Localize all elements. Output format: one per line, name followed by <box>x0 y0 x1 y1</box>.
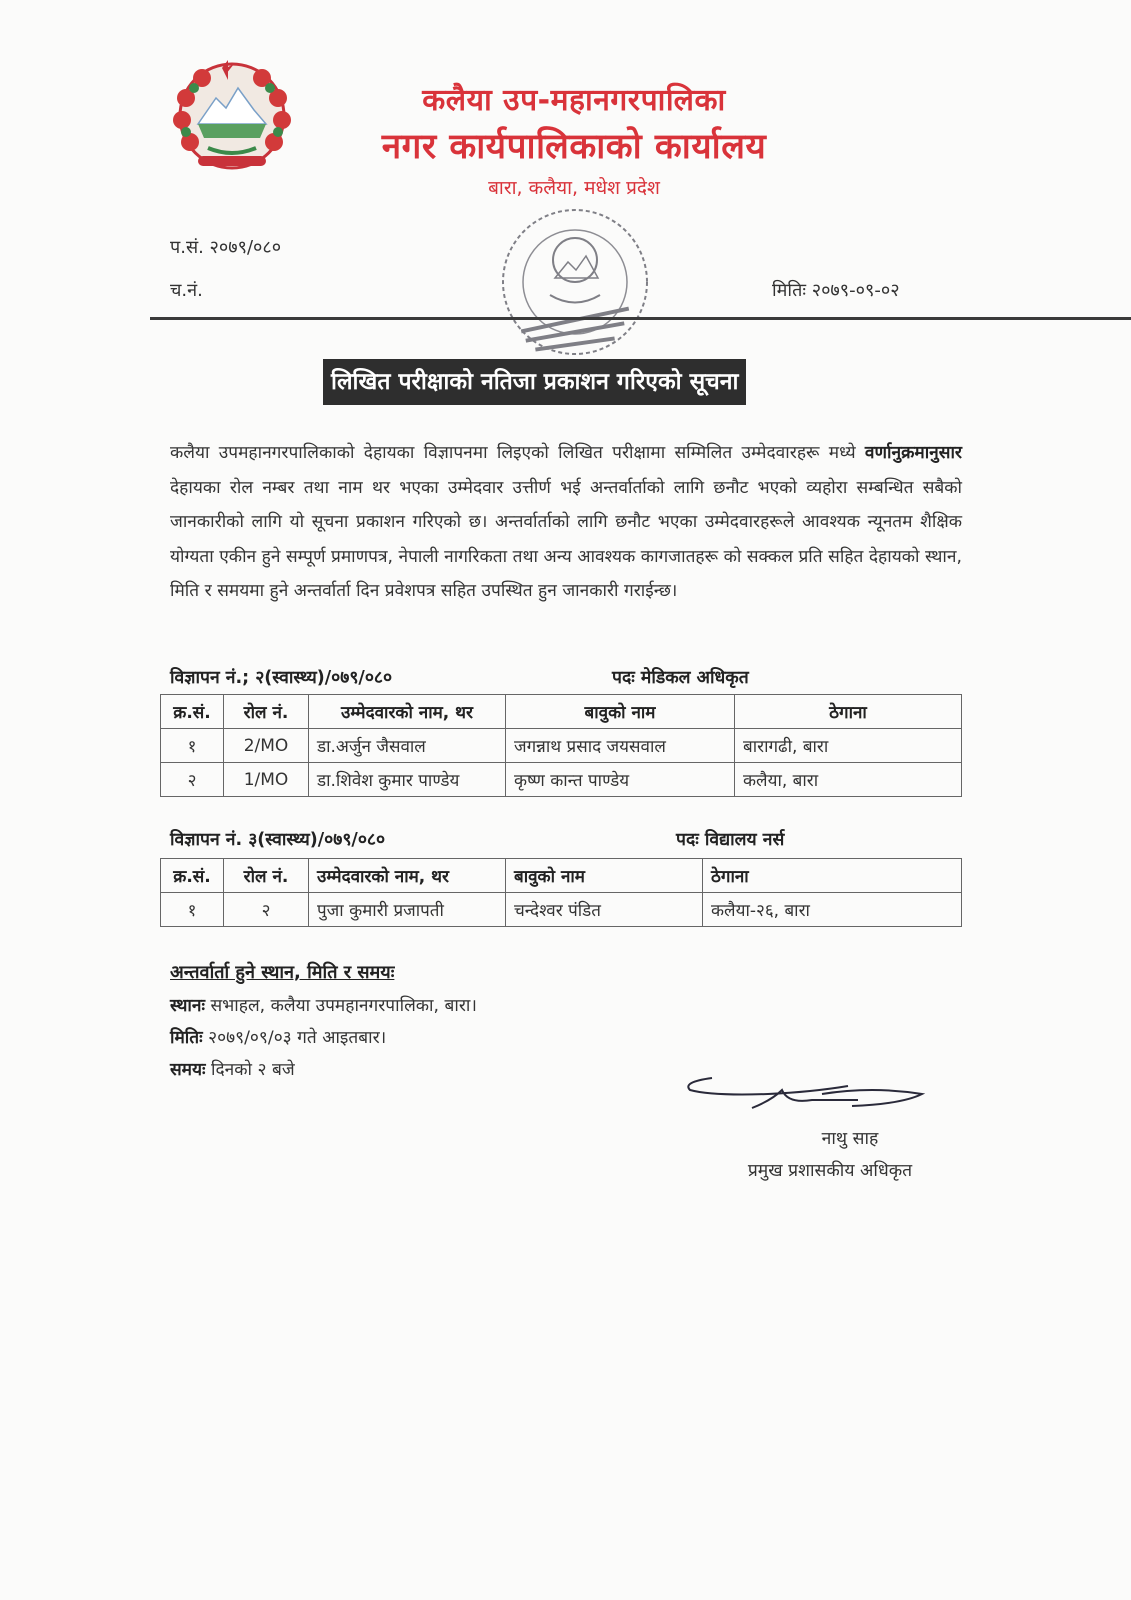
vacancy-1-ad-number: विज्ञापन नं.; २(स्वास्थ्य)/०७९/०८० <box>170 668 393 688</box>
table-cell: २ <box>161 763 224 797</box>
letter-date: मितिः २०७९-०९-०२ <box>772 280 900 301</box>
vacancy-2-post: पदः विद्यालय नर्स <box>676 830 785 850</box>
table-cell: कलैया, बारा <box>735 763 962 797</box>
vacancy-2-ad-number: विज्ञापन नं. ३(स्वास्थ्य)/०७९/०८० <box>170 830 386 850</box>
notice-body-part2: देहायका रोल नम्बर तथा नाम थर भएका उम्मेदवार उत्तीर्ण भई अन्तर्वार्ताको लागि छनौट भएको व्यहोरा सम्बन्धित सबैको जानकारीको लागि यो सूचना प्रकाशन गरिएको छ। अन्तर्वार्ताको लागि छनौट भएका उम्मेदवारहरूले आवश्यक न्यूनतम शैक्षिक योग्यता एकीन हुने सम्पूर्ण प्रमाणपत्र, नेपाली नागरिकता तथा अन्य आवश्यक कागजातहरू को सक्कल प्रति सहित देहायको स्थान, मिति र समयमा हुने अन्तर्वार्ता दिन प्रवेशपत्र सहित उपस्थित हुन जानकारी गराईन्छ। <box>170 477 962 602</box>
column-header: रोल नं. <box>224 695 309 729</box>
interview-time <box>170 1058 295 1081</box>
handwritten-signature <box>672 1064 932 1120</box>
signatory-title: प्रमुख प्रशासकीय अधिकृत <box>747 1161 913 1181</box>
venue-value: सभाहल, कलैया उपमहानगरपालिका, बारा। <box>204 996 477 1016</box>
column-header: क्र.सं. <box>161 859 224 893</box>
interview-venue <box>170 994 477 1017</box>
header-divider <box>150 317 1131 320</box>
notice-title: लिखित परीक्षाको नतिजा प्रकाशन गरिएको सूचना <box>323 359 746 405</box>
column-header: बावुको नाम <box>506 695 735 729</box>
table-cell: डा.अर्जुन जैसवाल <box>309 729 506 763</box>
venue-label: स्थानः <box>170 996 205 1016</box>
table-header-row <box>161 859 962 893</box>
column-header: क्र.सं. <box>161 695 224 729</box>
table-cell: जगन्नाथ प्रसाद जयसवाल <box>506 729 735 763</box>
table-cell: चन्देश्वर पंडित <box>506 893 703 927</box>
table-cell: कृष्ण कान्त पाण्डेय <box>506 763 735 797</box>
column-header: रोल नं. <box>224 859 309 893</box>
table-cell: कलैया-२६, बारा <box>703 893 962 927</box>
table-cell: पुजा कुमारी प्रजापती <box>309 893 506 927</box>
table-header-row <box>161 695 962 729</box>
table-cell: 1/MO <box>224 763 309 797</box>
table-cell: बारागढी, बारा <box>735 729 962 763</box>
vacancy-2-result-table <box>160 858 962 927</box>
date-label: मितिः <box>170 1028 203 1048</box>
table-row <box>161 893 962 927</box>
date-value: २०७९/०९/०३ गते आइतबार। <box>202 1028 387 1048</box>
vacancy-1-post: पदः मेडिकल अधिकृत <box>612 668 749 688</box>
table-cell: २ <box>224 893 309 927</box>
time-label: समयः <box>170 1060 206 1080</box>
office-address: बारा, कलैया, मधेश प्रदेश <box>488 177 660 199</box>
table-cell: १ <box>161 729 224 763</box>
column-header: ठेगाना <box>703 859 962 893</box>
column-header: बावुको नाम <box>506 859 703 893</box>
office-name-line1: कलैया उप-महानगरपालिका <box>422 83 726 118</box>
notice-body <box>170 436 962 609</box>
time-value: दिनको २ बजे <box>205 1060 295 1080</box>
table-cell: 2/MO <box>224 729 309 763</box>
table-row <box>161 763 962 797</box>
vacancy-1-result-table <box>160 694 962 797</box>
dispatch-number: च.नं. <box>170 280 203 301</box>
notice-body-part1: कलैया उपमहानगरपालिकाको देहायका विज्ञापनमा लिइएको लिखित परीक्षामा सम्मिलित उम्मेदवारहरू मध्ये <box>170 443 865 463</box>
signatory-name: नाथु साह <box>821 1129 879 1149</box>
interview-date <box>170 1026 386 1049</box>
column-header: उम्मेदवारको नाम, थर <box>309 859 506 893</box>
notice-body-bold: वर्णानुक्रमानुसार <box>864 443 962 463</box>
column-header: उम्मेदवारको नाम, थर <box>309 695 506 729</box>
reference-number: प.सं. २०७९/०८० <box>170 237 282 258</box>
column-header: ठेगाना <box>735 695 962 729</box>
table-cell: डा.शिवेश कुमार पाण्डेय <box>309 763 506 797</box>
office-seal-stamp <box>480 200 670 375</box>
nepal-emblem-icon <box>168 58 296 176</box>
table-row <box>161 729 962 763</box>
office-name-line2: नगर कार्यपालिकाको कार्यालय <box>381 127 767 167</box>
table-cell: १ <box>161 893 224 927</box>
interview-heading: अन्तर्वार्ता हुने स्थान, मिति र समयः <box>170 962 395 983</box>
